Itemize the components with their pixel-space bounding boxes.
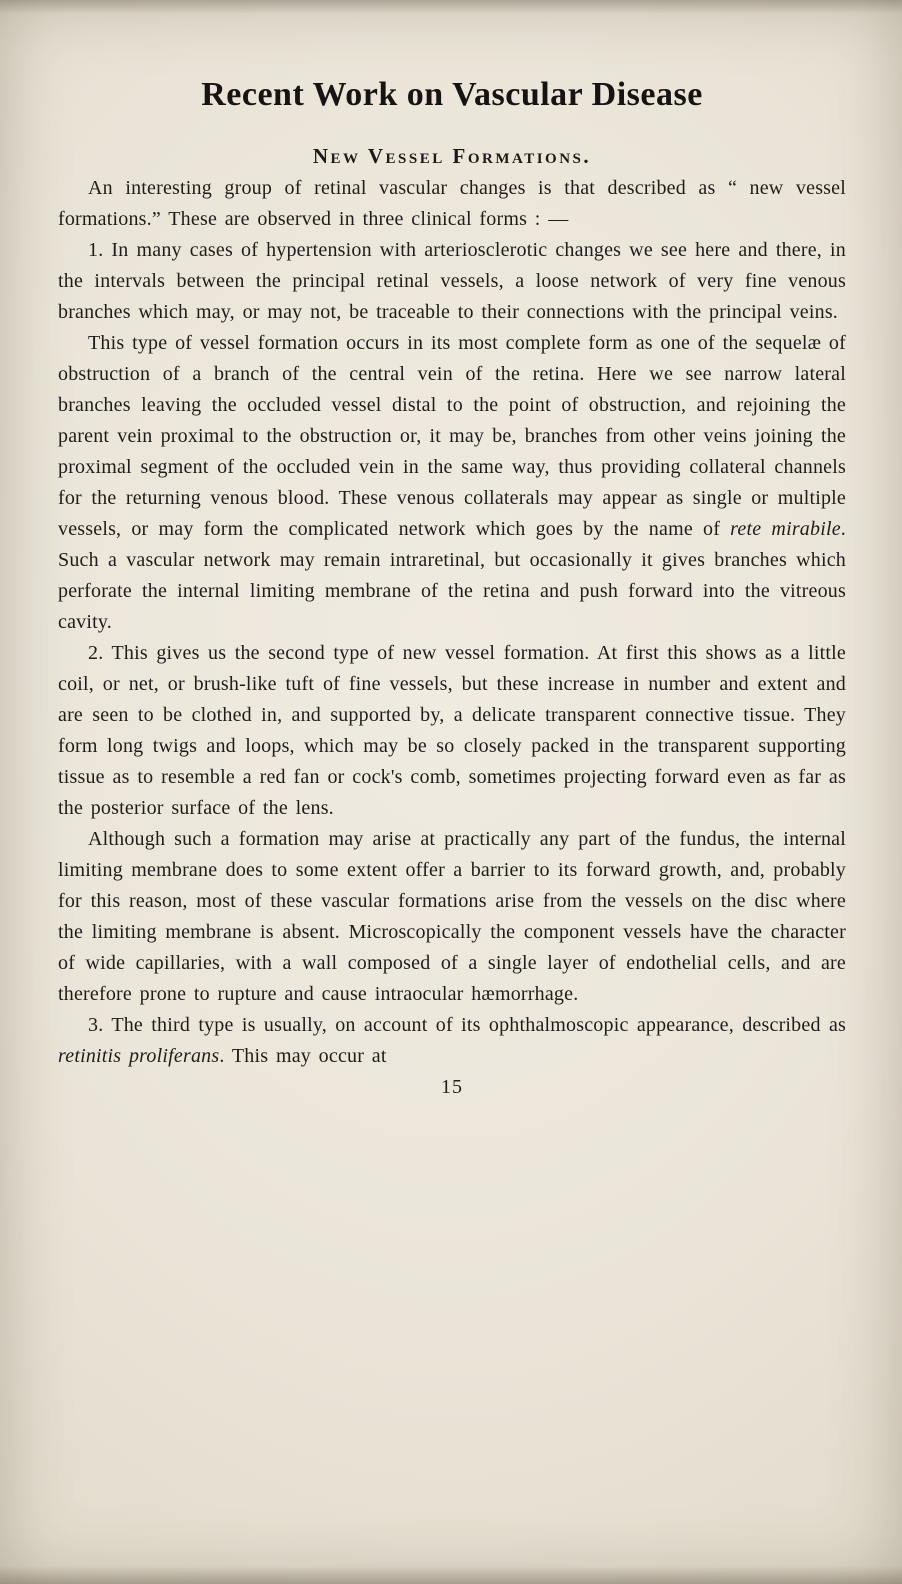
paragraph-type1-detail-post: . Such a vascular network may remain intraretinal, but occasionally it gives branches which perforate the internal limiting membrane of the retina and push forward into the vitreous cavity. xyxy=(58,518,846,633)
paragraph-item2-detail-text: Although such a formation may arise at practically any part of the fundus, the internal limiting membrane does to some extent offer a barrier to its forward growth, and, probably for this reason, most of these vascular formations arise from the vessels on the disc where the limiting membrane is absent. Microscopically the component vessels have the character of wide capillaries, with a wall composed of a single layer of endothelial cells, and are therefore prone to rupture and cause intraocular hæmorrhage. xyxy=(58,828,846,1005)
paragraph-item1 xyxy=(58,235,846,328)
paragraph-type1-detail-pre: This type of vessel formation occurs in its most complete form as one of the sequelæ of obstruction of a branch of the central vein of the retina. Here we see narrow lateral branches leaving the occluded vessel distal to the point of obstruction, and rejoining the parent vein proximal to the obstruction or, it may be, branches from other veins joining the proximal segment of the occluded vein in the same way, thus providing collateral channels for the returning venous blood. These venous collaterals may appear as single or multiple vessels, or may form the complicated network which goes by the name of xyxy=(58,332,846,540)
page-number: 15 xyxy=(441,1076,463,1098)
paragraph-intro-text: An interesting group of retinal vascular changes is that described as “ new vessel formations.” These are observed in three clinical forms : — xyxy=(58,177,846,230)
paragraph-item1-text: 1. In many cases of hypertension with arteriosclerotic changes we see here and there, in the intervals between the principal retinal vessels, a loose network of very fine venous branches which may, or may not, be traceable to their connections with the principal veins. xyxy=(58,239,846,323)
paragraph-item2 xyxy=(58,638,846,824)
body-text xyxy=(58,173,846,1072)
page-title: Recent Work on Vascular Disease xyxy=(201,76,703,113)
section-heading: New Vessel Formations. xyxy=(312,144,592,168)
paragraph-type1-detail xyxy=(58,328,846,638)
scan-edge-shadow-bottom xyxy=(0,1566,902,1584)
paragraph-item2-detail xyxy=(58,824,846,1010)
paragraph-item3-post: . This may occur at xyxy=(219,1045,387,1067)
paragraph-item3-pre: 3. The third type is usually, on account of its ophthalmoscopic appearance, described as xyxy=(88,1014,846,1036)
paragraph-intro xyxy=(58,173,846,235)
scan-edge-shadow-top xyxy=(0,0,902,14)
paragraph-item3 xyxy=(58,1010,846,1072)
latin-term-retinitis-proliferans: retinitis proliferans xyxy=(58,1045,220,1067)
paragraph-item2-text: 2. This gives us the second type of new vessel formation. At first this shows as a little coil, or net, or brush-like tuft of fine vessels, but these increase in number and extent and are seen to be clothed in, and supported by, a delicate transparent connective tissue. They form long twigs and loops, which may be so closely packed in the transparent supporting tissue as to resemble a red fan or cock's comb, sometimes projecting forward even as far as the posterior surface of the lens. xyxy=(58,642,846,819)
latin-term-rete-mirabile: rete mirabile xyxy=(730,518,841,540)
